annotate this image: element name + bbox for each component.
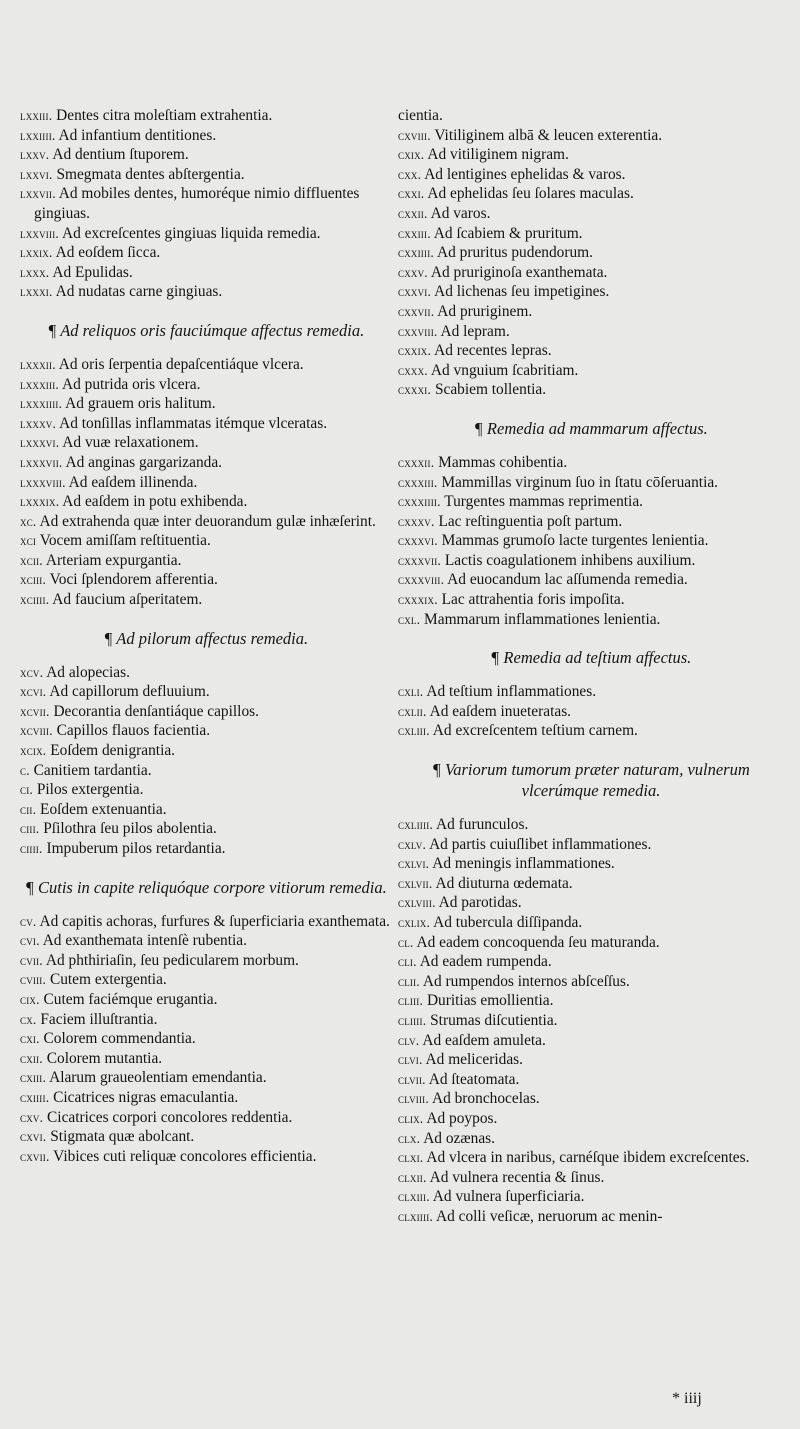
entry-number: cxiii. bbox=[20, 1070, 47, 1086]
entry-text: Dentes citra moleſtiam extrahentia. bbox=[56, 107, 273, 124]
entry-number: xciii. bbox=[20, 572, 47, 588]
index-entry bbox=[398, 610, 784, 630]
entry-text: Ad vitiliginem nigram. bbox=[427, 146, 569, 164]
index-entry bbox=[398, 1207, 784, 1227]
entry-text: Colorem commendantia. bbox=[43, 1030, 196, 1048]
index-entry bbox=[398, 1129, 784, 1149]
entry-text: Ad partis cuiuſlibet inflammationes. bbox=[429, 835, 652, 853]
index-entry bbox=[20, 912, 392, 932]
index-entry bbox=[20, 570, 392, 590]
entry-text: Ad faucium aſperitatem. bbox=[52, 591, 203, 609]
entry-text: Ad oris ſerpentia depaſcentiáque vlcera. bbox=[58, 355, 304, 373]
entry-text: Ad poypos. bbox=[426, 1109, 498, 1127]
entry-number: cxxxiiii. bbox=[398, 494, 441, 510]
entry-text: Ad vnguium ſcabritiam. bbox=[430, 361, 579, 379]
index-entry bbox=[398, 361, 784, 381]
index-entry bbox=[398, 815, 784, 835]
entry-number: xcii. bbox=[20, 552, 43, 568]
entry-number: clxii. bbox=[398, 1169, 427, 1185]
entry-number: xcv. bbox=[20, 664, 44, 680]
entry-number: xcvii. bbox=[20, 703, 50, 719]
index-entry bbox=[20, 1029, 392, 1049]
entry-number: c. bbox=[20, 762, 30, 778]
entry-text: Ad tubercula diſſipanda. bbox=[433, 914, 583, 931]
entry-number: cxxix. bbox=[398, 343, 432, 359]
index-entry bbox=[20, 492, 392, 512]
entry-number: cix. bbox=[20, 991, 40, 1007]
left-column bbox=[20, 106, 392, 1166]
index-entry bbox=[20, 355, 392, 375]
entry-text: Lac reſtinguentia poſt partum. bbox=[438, 512, 623, 530]
index-entry bbox=[20, 243, 392, 263]
index-entry bbox=[398, 874, 784, 894]
entry-number: cxlix. bbox=[398, 915, 431, 930]
index-entry bbox=[398, 551, 784, 571]
entry-text: Eoſdem extenuantia. bbox=[40, 800, 167, 818]
entry-text: Ad rumpendos internos abſceſſus. bbox=[422, 972, 630, 990]
index-entry bbox=[20, 800, 392, 820]
index-entry bbox=[398, 1148, 784, 1168]
entry-text: Ad ozænas. bbox=[423, 1129, 496, 1147]
entry-text: cientia. bbox=[398, 107, 443, 124]
index-entry bbox=[20, 184, 392, 223]
index-entry bbox=[20, 951, 392, 971]
entry-number: clvi. bbox=[398, 1052, 423, 1068]
entry-number: lxxviii. bbox=[20, 225, 59, 241]
entry-number: cxxviii. bbox=[398, 323, 438, 339]
entry-text: Eoſdem denigrantia. bbox=[50, 742, 176, 760]
index-entry bbox=[20, 282, 392, 302]
entry-text: Ad grauem oris halitum. bbox=[65, 395, 216, 413]
entry-number: cxxx. bbox=[398, 362, 428, 378]
entry-number: cxii. bbox=[20, 1050, 43, 1066]
entry-text: Ad pruriginem. bbox=[437, 302, 533, 320]
entry-text: Ad vuæ relaxationem. bbox=[62, 434, 199, 452]
entry-number: lxxxiii. bbox=[20, 376, 59, 392]
entry-text: Ad anginas gargarizanda. bbox=[65, 453, 223, 471]
entry-text: Cicatrices nigras emaculantia. bbox=[53, 1088, 239, 1106]
entry-text: Impuberum pilos retardantia. bbox=[46, 840, 226, 857]
entry-text: Ad meningis inflammationes. bbox=[432, 855, 615, 873]
index-entry bbox=[20, 106, 392, 126]
entry-number: lxxxiiii. bbox=[20, 396, 63, 412]
entry-number: xcviii. bbox=[20, 723, 53, 739]
entry-number: cxxxiii. bbox=[398, 474, 438, 490]
entry-number: cxxxviii. bbox=[398, 572, 445, 588]
index-entry bbox=[398, 1109, 784, 1129]
entry-number: cxlviii. bbox=[398, 895, 436, 911]
entry-number: clv. bbox=[398, 1032, 420, 1048]
index-entry bbox=[20, 1147, 392, 1167]
entry-text: Ad exanthemata intenſè rubentia. bbox=[42, 932, 247, 950]
right-column bbox=[398, 106, 784, 1227]
entry-number: cxxiii. bbox=[398, 225, 431, 241]
entry-number: cxix. bbox=[398, 147, 425, 163]
entry-text: Duritias emollientia. bbox=[426, 992, 554, 1010]
entry-number: cliiii. bbox=[398, 1012, 427, 1028]
index-entry bbox=[20, 263, 392, 283]
index-entry bbox=[20, 1088, 392, 1108]
index-entry bbox=[20, 165, 392, 185]
index-entry bbox=[398, 952, 784, 972]
index-entry bbox=[20, 682, 392, 702]
entry-text: Stigmata quæ abolcant. bbox=[50, 1128, 195, 1146]
index-entry bbox=[398, 473, 784, 493]
entry-text: Ad eaſdem in potu exhibenda. bbox=[62, 493, 248, 511]
entry-number: cxiiii. bbox=[20, 1089, 50, 1105]
index-entry bbox=[20, 473, 392, 493]
entry-text: Faciem illuſtrantia. bbox=[40, 1010, 158, 1028]
index-entry bbox=[20, 414, 392, 434]
section-heading: ¶ Remedia ad teſtium affectus. bbox=[490, 648, 692, 668]
entry-number: clix. bbox=[398, 1110, 424, 1126]
entry-number: cxliii. bbox=[398, 723, 430, 739]
index-entry bbox=[398, 972, 784, 992]
section-heading: ¶ Cutis in capite reliquóque corpore vitiorum remedia. bbox=[25, 877, 387, 897]
entry-text: Ad lichenas ſeu impetigines. bbox=[434, 283, 610, 301]
entry-text: Arteriam expurgantia. bbox=[45, 551, 182, 569]
entry-number: lxxiiii. bbox=[20, 127, 56, 143]
entry-text: Ad vulnera ſuperficiaria. bbox=[432, 1188, 585, 1206]
entry-text: Decorantia denſantiáque capillos. bbox=[53, 702, 259, 720]
section-heading: ¶ Ad reliquos oris fauciúmque affectus remedia. bbox=[47, 320, 365, 340]
entry-text: Ad furunculos. bbox=[435, 816, 529, 834]
entry-number: cxxvii. bbox=[398, 303, 435, 319]
entry-text: Ad vulnera recentia & ſinus. bbox=[429, 1168, 605, 1186]
index-entry bbox=[398, 165, 784, 185]
index-entry bbox=[20, 145, 392, 165]
entry-number: lxxvi. bbox=[20, 166, 53, 182]
index-entry bbox=[20, 453, 392, 473]
entry-number: cxi. bbox=[20, 1031, 40, 1047]
entry-number: clviii. bbox=[398, 1091, 429, 1107]
entry-text: Ad eoſdem ſicca. bbox=[55, 244, 161, 262]
entry-text: Ad ſcabiem & pruritum. bbox=[433, 224, 583, 242]
index-entry bbox=[20, 1049, 392, 1069]
entry-number: cxxvi. bbox=[398, 284, 432, 300]
entry-text: Ad extrahenda quæ inter deuorandum gulæ inhæſerint. bbox=[39, 512, 376, 530]
entry-text: Ad Epulidas. bbox=[52, 263, 133, 281]
index-entry bbox=[398, 106, 784, 126]
entry-text: Ad excreſcentem teſtium carnem. bbox=[432, 722, 638, 740]
entry-text: Strumas diſcutientia. bbox=[430, 1011, 558, 1029]
entry-number: cxviii. bbox=[398, 127, 431, 143]
index-entry bbox=[20, 663, 392, 683]
entry-number: lxxvii. bbox=[20, 186, 56, 202]
entry-text: Scabiem tollentia. bbox=[434, 381, 547, 399]
index-entry bbox=[20, 702, 392, 722]
index-entry bbox=[398, 682, 784, 702]
index-entry bbox=[20, 1127, 392, 1147]
entry-number: cxlvii. bbox=[398, 875, 433, 891]
entry-text: Smegmata dentes abſtergentia. bbox=[56, 165, 245, 183]
entry-number: clxi. bbox=[398, 1150, 424, 1166]
entry-number: cxlv. bbox=[398, 836, 427, 852]
entry-number: xciiii. bbox=[20, 592, 50, 608]
entry-text: Ad diuturna œdemata. bbox=[435, 874, 573, 892]
entry-text: Pilos extergentia. bbox=[36, 781, 144, 799]
index-entry bbox=[20, 531, 392, 551]
entry-number: lxxxvi. bbox=[20, 435, 60, 451]
entry-text: Ad alopecias. bbox=[46, 663, 130, 681]
entry-number: cxli. bbox=[398, 684, 424, 700]
index-entry bbox=[20, 1068, 392, 1088]
index-entry bbox=[20, 512, 392, 532]
entry-text: Ad capillorum defluuium. bbox=[49, 683, 210, 701]
entry-text: Ad recentes lepras. bbox=[434, 342, 552, 360]
entry-text: Cutem faciémque erugantia. bbox=[43, 990, 218, 1008]
entry-number: cxxxvi. bbox=[398, 533, 438, 549]
entry-number: cxlii. bbox=[398, 703, 427, 719]
entry-text: Canitiem tardantia. bbox=[33, 761, 152, 779]
entry-text: Ad eadem concoquenda ſeu maturanda. bbox=[416, 933, 660, 951]
index-entry bbox=[398, 1168, 784, 1188]
index-entry bbox=[398, 991, 784, 1011]
entry-text: Ad phthiriaſin, ſeu pedicularem morbum. bbox=[45, 951, 299, 969]
index-entry bbox=[20, 990, 392, 1010]
section-heading: ¶ Remedia ad mammarum affectus. bbox=[474, 418, 708, 438]
entry-number: ciiii. bbox=[20, 841, 43, 856]
entry-text: Colorem mutantia. bbox=[46, 1049, 163, 1067]
index-entry bbox=[20, 224, 392, 244]
entry-text: Ad eaſdem inueteratas. bbox=[429, 702, 572, 720]
index-entry bbox=[398, 126, 784, 146]
entry-number: xcvi. bbox=[20, 684, 47, 700]
entry-text: Lac attrahentia foris impoſita. bbox=[441, 591, 625, 609]
index-entry bbox=[398, 341, 784, 361]
entry-number: cx. bbox=[20, 1011, 37, 1027]
index-entry bbox=[398, 184, 784, 204]
entry-text: Mammillas virginum ſuo in ſtatu cōſeruantia. bbox=[441, 473, 719, 491]
entry-number: clxiii. bbox=[398, 1189, 430, 1205]
entry-text: Ad eaſdem illinenda. bbox=[68, 473, 198, 491]
entry-text: Cicatrices corpori concolores reddentia. bbox=[47, 1108, 293, 1126]
index-entry bbox=[20, 551, 392, 571]
entry-text: Ad pruriginoſa exanthemata. bbox=[430, 263, 608, 281]
index-entry bbox=[398, 322, 784, 342]
entry-number: cv. bbox=[20, 913, 37, 929]
index-entry bbox=[398, 1050, 784, 1070]
entry-text: Ad lepram. bbox=[440, 322, 510, 340]
entry-text: Ad capitis achoras, furfures & ſuperficiaria exanthemata. bbox=[39, 912, 390, 930]
index-entry bbox=[20, 433, 392, 453]
entry-text: Vibices cuti reliquæ concolores efficientia. bbox=[53, 1147, 317, 1165]
entry-text: Ad nudatas carne gingiuas. bbox=[55, 283, 223, 301]
entry-number: cxv. bbox=[20, 1109, 44, 1125]
entry-number: lxxv. bbox=[20, 147, 50, 163]
index-entry bbox=[398, 453, 784, 473]
entry-text: Ad pruritus pudendorum. bbox=[436, 244, 593, 262]
entry-text: Ad dentium ſtuporem. bbox=[52, 146, 189, 164]
index-entry bbox=[20, 761, 392, 781]
entry-text: Mammas cohibentia. bbox=[438, 453, 568, 471]
entry-number: cvi. bbox=[20, 933, 40, 949]
index-entry bbox=[398, 302, 784, 322]
entry-number: lxxxviii. bbox=[20, 474, 66, 490]
index-entry bbox=[398, 854, 784, 874]
index-entry bbox=[20, 1010, 392, 1030]
entry-text: Ad putrida oris vlcera. bbox=[61, 375, 201, 393]
index-entry bbox=[20, 590, 392, 610]
entry-number: cl. bbox=[398, 934, 414, 950]
entry-text: Ad vlcera in naribus, carnéſque ibidem excreſcentes. bbox=[426, 1149, 750, 1167]
entry-number: clvii. bbox=[398, 1071, 426, 1087]
index-entry bbox=[398, 590, 784, 610]
index-entry bbox=[398, 913, 784, 933]
index-entry bbox=[398, 282, 784, 302]
index-entry bbox=[398, 243, 784, 263]
index-entry bbox=[20, 970, 392, 990]
entry-number: lxxxvii. bbox=[20, 454, 63, 470]
entry-number: xc. bbox=[20, 513, 37, 529]
entry-text: Ad eaſdem amuleta. bbox=[422, 1031, 546, 1049]
entry-number: clii. bbox=[398, 973, 420, 989]
entry-text: Ad bronchocelas. bbox=[431, 1090, 540, 1108]
entry-text: Ad meliceridas. bbox=[425, 1051, 523, 1069]
entry-text: Ad tonſillas inflammatas itémque vlceratas. bbox=[59, 414, 328, 432]
index-entry bbox=[20, 819, 392, 839]
entry-text: Ad colli veſicæ, neruorum ac menin- bbox=[435, 1207, 663, 1225]
entry-text: Vocem amiſſam reſtituentia. bbox=[39, 532, 211, 550]
index-entry bbox=[398, 570, 784, 590]
entry-number: cxxv. bbox=[398, 264, 428, 280]
entry-number: ci. bbox=[20, 782, 33, 798]
entry-text: Ad mobiles dentes, humoréque nimio diffluentes gingiuas. bbox=[34, 185, 360, 222]
entry-number: xcix. bbox=[20, 743, 47, 759]
entry-text: Alarum graueolentiam emendantia. bbox=[49, 1069, 267, 1087]
entry-number: cxlvi. bbox=[398, 856, 430, 872]
index-entry bbox=[20, 741, 392, 761]
entry-number: cxxiiii. bbox=[398, 245, 434, 261]
entry-number: cvii. bbox=[20, 952, 43, 968]
entry-text: Ad ſteatomata. bbox=[428, 1070, 520, 1088]
index-entry bbox=[398, 492, 784, 512]
entry-number: cviii. bbox=[20, 972, 47, 988]
entry-number: cxliiii. bbox=[398, 817, 433, 833]
entry-text: Mammarum inflammationes lenientia. bbox=[424, 610, 661, 628]
entry-text: Pſilothra ſeu pilos abolentia. bbox=[43, 820, 217, 838]
entry-number: lxxxv. bbox=[20, 415, 57, 431]
entry-number: cxvii. bbox=[20, 1148, 50, 1164]
section-heading: ¶ Variorum tumorum præter naturam, vulnerum vlcerúmque remedia. bbox=[432, 760, 750, 801]
entry-text: Lactis coagulationem inhibens auxilium. bbox=[444, 551, 696, 569]
entry-text: Ad ephelidas ſeu ſolares maculas. bbox=[427, 185, 634, 203]
index-entry bbox=[398, 1011, 784, 1031]
entry-number: lxxxi. bbox=[20, 284, 53, 300]
entry-number: cli. bbox=[398, 954, 417, 970]
entry-text: Turgentes mammas reprimentia. bbox=[444, 493, 644, 511]
index-entry bbox=[398, 531, 784, 551]
index-entry bbox=[398, 263, 784, 283]
index-entry bbox=[398, 1187, 784, 1207]
entry-number: cxxi. bbox=[398, 186, 425, 202]
entry-number: cxxxvii. bbox=[398, 552, 441, 568]
entry-number: xci bbox=[20, 533, 37, 549]
entry-text: Mammas grumoſo lacte turgentes lenientia. bbox=[441, 532, 709, 550]
index-entry bbox=[20, 126, 392, 146]
index-entry bbox=[398, 512, 784, 532]
entry-number: cxxxix. bbox=[398, 592, 438, 608]
entry-number: lxxxii. bbox=[20, 356, 56, 372]
index-entry bbox=[20, 839, 392, 859]
section-heading: ¶ Ad pilorum affectus remedia. bbox=[103, 628, 309, 648]
index-entry bbox=[398, 1089, 784, 1109]
index-entry bbox=[398, 224, 784, 244]
entry-number: clx. bbox=[398, 1130, 421, 1146]
entry-number: lxxxix. bbox=[20, 494, 60, 510]
index-entry bbox=[398, 702, 784, 722]
entry-number: cxxxi. bbox=[398, 382, 432, 398]
index-entry bbox=[20, 721, 392, 741]
entry-number: cxxxii. bbox=[398, 454, 435, 470]
index-entry bbox=[20, 375, 392, 395]
entry-number: lxxix. bbox=[20, 245, 53, 261]
entry-text: Vitiliginem albā & leucen exterentia. bbox=[434, 126, 663, 144]
entry-number: cliii. bbox=[398, 993, 424, 1009]
entry-number: ciii. bbox=[20, 821, 40, 837]
index-entry bbox=[398, 204, 784, 224]
entry-text: Voci ſplendorem afferentia. bbox=[49, 571, 218, 589]
entry-text: Capillos flauos facientia. bbox=[56, 722, 211, 740]
entry-text: Ad parotidas. bbox=[438, 894, 522, 912]
entry-text: Cutem extergentia. bbox=[49, 971, 167, 989]
entry-text: Ad euocandum lac aſſumenda remedia. bbox=[447, 571, 688, 589]
entry-number: cii. bbox=[20, 801, 37, 817]
entry-text: Ad lentigines ephelidas & varos. bbox=[424, 165, 626, 183]
entry-number: lxxiii. bbox=[20, 108, 53, 123]
index-entry bbox=[398, 1031, 784, 1051]
entry-number: cxl. bbox=[398, 611, 421, 627]
index-entry bbox=[398, 933, 784, 953]
entry-number: cxxxv. bbox=[398, 513, 435, 529]
entry-number: cxxii. bbox=[398, 205, 428, 221]
entry-text: Ad teſtium inflammationes. bbox=[426, 683, 597, 701]
entry-text: Ad varos. bbox=[430, 204, 491, 222]
entry-text: Ad excreſcentes gingiuas liquida remedia. bbox=[61, 224, 321, 242]
entry-number: cxx. bbox=[398, 166, 422, 182]
index-entry bbox=[20, 1108, 392, 1128]
index-entry bbox=[398, 893, 784, 913]
index-entry bbox=[398, 835, 784, 855]
index-entry bbox=[398, 145, 784, 165]
index-entry bbox=[398, 380, 784, 400]
index-entry bbox=[20, 931, 392, 951]
signature-mark: * iiij bbox=[672, 1390, 702, 1407]
entry-number: lxxx. bbox=[20, 264, 50, 280]
entry-text: Ad infantium dentitiones. bbox=[58, 126, 217, 144]
entry-text: Ad eadem rumpenda. bbox=[419, 953, 552, 971]
entry-number: clxiiii. bbox=[398, 1208, 433, 1224]
index-entry bbox=[20, 394, 392, 414]
index-entry bbox=[398, 721, 784, 741]
index-entry bbox=[398, 1070, 784, 1090]
entry-number: cxvi. bbox=[20, 1129, 47, 1145]
index-entry bbox=[20, 780, 392, 800]
